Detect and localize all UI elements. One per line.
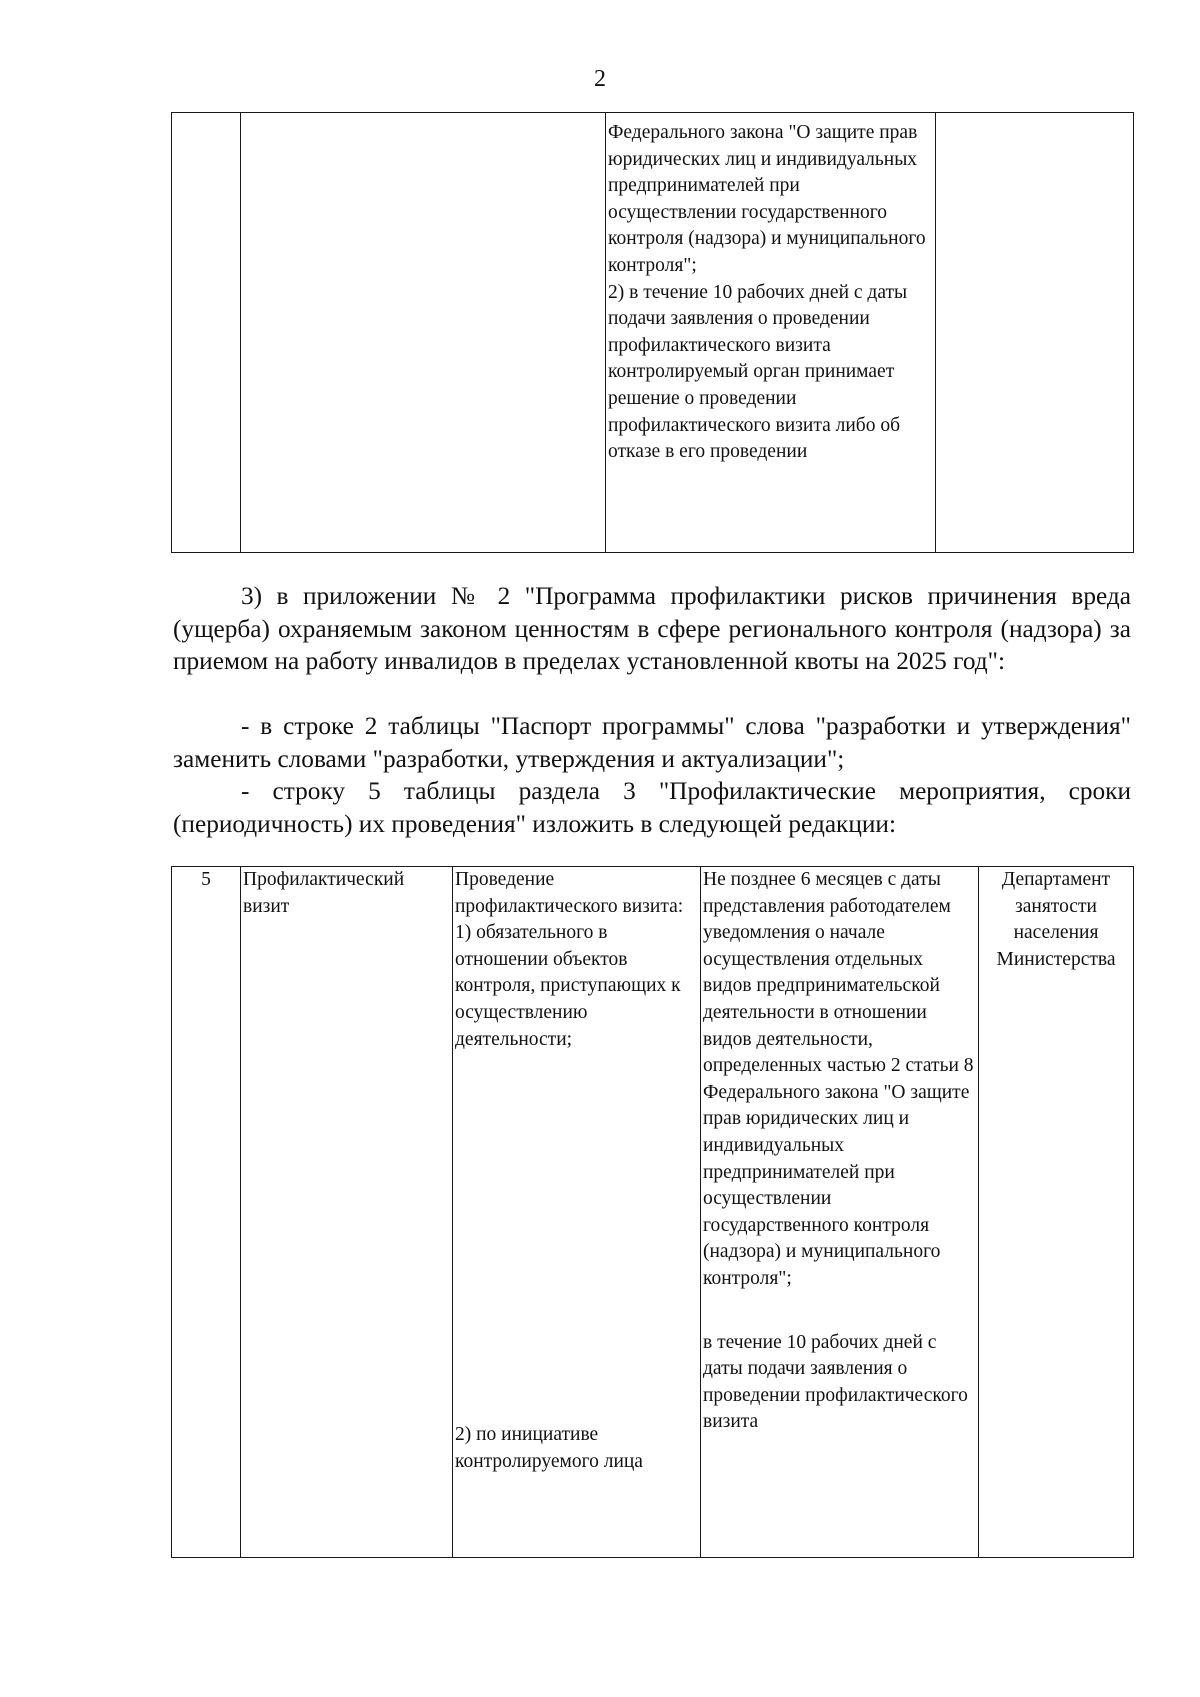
amendment-paragraph-3: 3) в приложении № 2 "Программа профилактики рисков причинения вреда (ущерба) охраняемым законом ценностям в сфере регионального контроля (надзора) за приемом на работу инвалидов в пределах установленной квоты на 2025 год": [173,582,1131,675]
amendment-bullet-row5: - строку 5 таблицы раздела 3 "Профилактические мероприятия, сроки (периодичность) их проведения" изложить в следующей редакции: [173,777,1131,838]
cell-number: 5 [172,867,241,1558]
deadline-text: Федерального закона "О защите прав юридических лиц и индивидуальных предпринимателей при осуществлении государственного контроля (надзора) и муниципального контроля"; 2) в течение 10 рабочих дней с даты подачи заявления о проведении профилактического визита контролируемый орган принимает решение о проведении профилактического визита либо об отказе в его проведении [608,122,926,463]
deadline-mandatory: Не позднее 6 месяцев с даты представления работодателем уведомления о начале осуществления отдельных видов предпринимательской деятельности в отношении видов деятельности, определенных частью 2 статьи 8 Федерального закона "О защите прав юридических лиц и индивидуальных предпринимателей при осуществлении государственного контроля (надзора) и муниципального контроля"; [703,869,974,1289]
continuation-table [171,112,1134,553]
cell-deadline [701,867,979,1558]
cell-deadline [606,113,936,553]
cell-responsible [936,113,1134,553]
table-row [172,867,1134,1558]
cell-number [172,113,241,553]
description-mandatory: Проведение профилактического визита: 1) обязательного в отношении объектов контроля, приступающих к осуществлению деятельности; [455,869,684,1050]
cell-description [453,867,701,1558]
activities-table [171,866,1134,1558]
description-initiative: 2) по инициативе контролируемого лица [455,1424,643,1472]
amendment-bullet-passport: - в строке 2 таблицы "Паспорт программы" слова "разработки и утверждения" заменить словами "разработки, утверждения и актуализации"; [173,712,1131,773]
cell-name [241,113,606,553]
cell-responsible: Департамент занятости населения Министерства [979,867,1134,1558]
deadline-initiative: в течение 10 рабочих дней с даты подачи заявления о проведении профилактического визита [703,1331,968,1433]
cell-name: Профилактический визит [241,867,453,1558]
page-number: 2 [594,66,606,92]
table-row [172,113,1134,553]
